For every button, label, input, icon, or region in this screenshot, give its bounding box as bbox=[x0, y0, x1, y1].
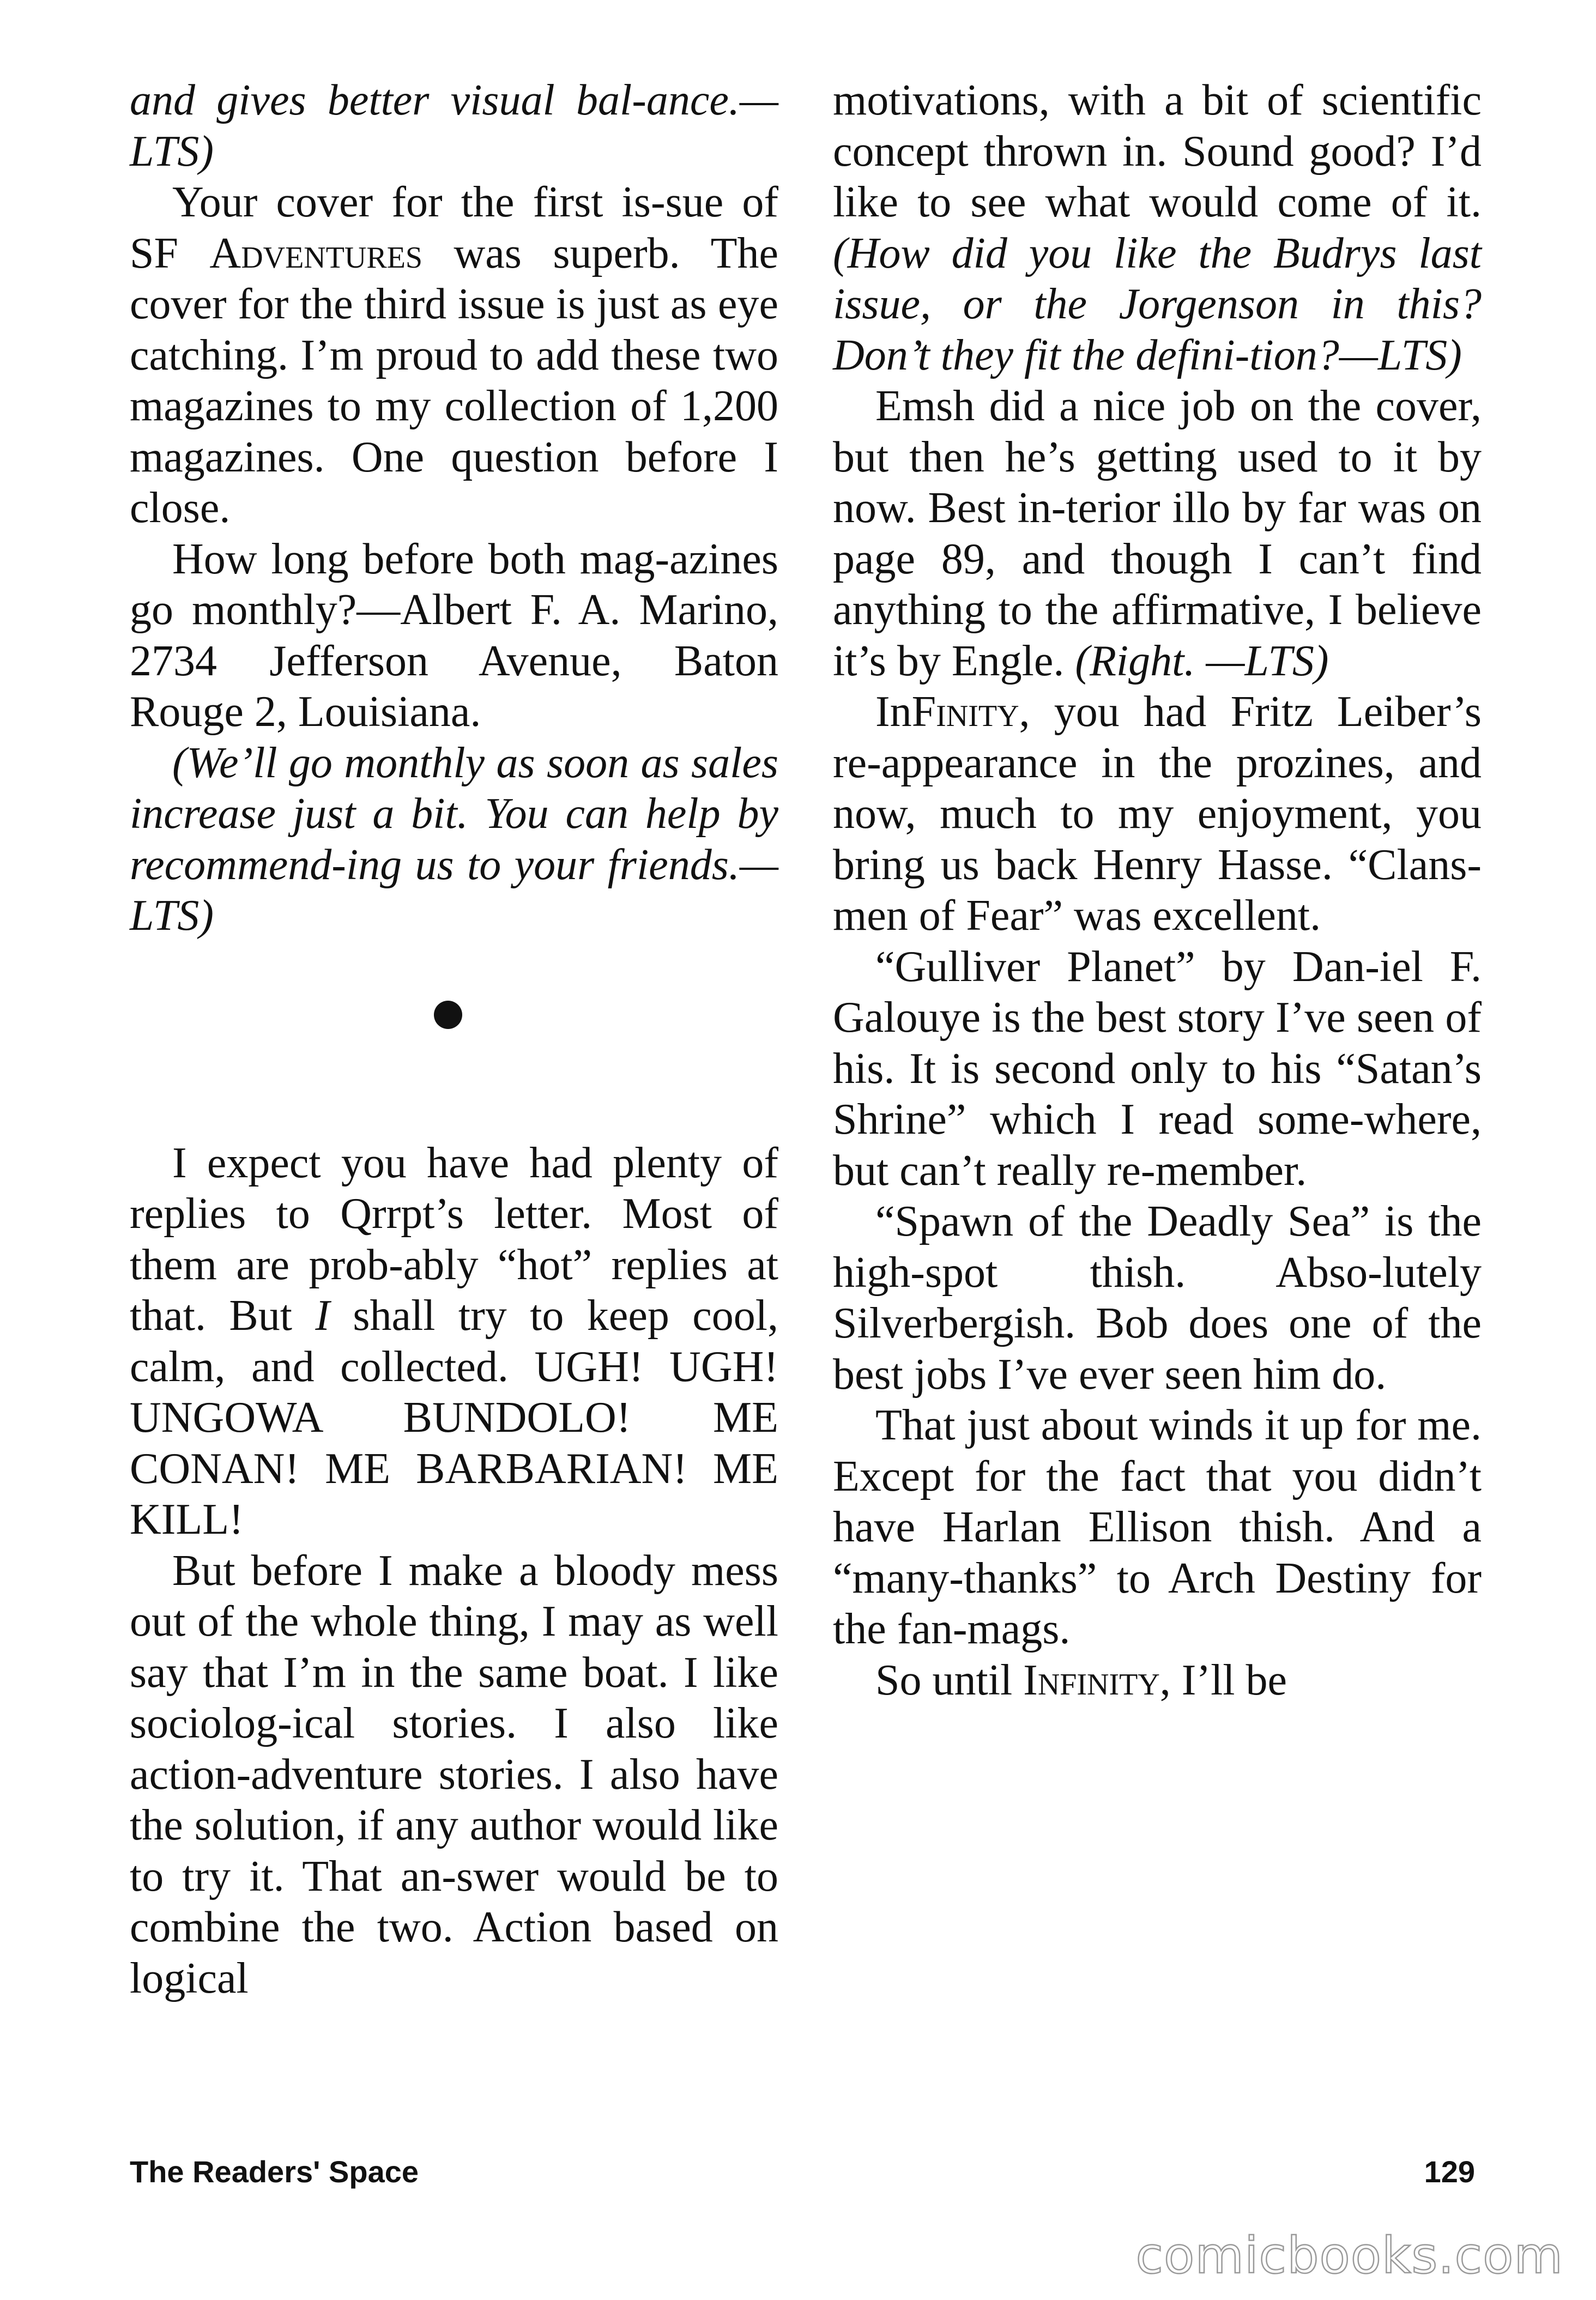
letter-paragraph bbox=[833, 942, 1482, 1197]
paragraph-text: , you had Fritz Leiber’s re-appearance in the prozines, and now, much to my enjoyment, you bring us back Henry Hasse. “Clans-men of Fear” was excellent. bbox=[833, 688, 1482, 940]
letter-paragraph bbox=[833, 381, 1482, 687]
magazine-name: Infinity bbox=[1023, 1656, 1160, 1704]
editor-reply: (Right. —LTS) bbox=[1075, 637, 1329, 685]
letter-paragraph bbox=[833, 1655, 1482, 1706]
paragraph-text: I expect you have had plenty of replies to Qrrpt’s letter. Most of them are prob-ably “hot” replies at that. But bbox=[130, 1139, 778, 1340]
letter-paragraph bbox=[130, 1546, 778, 2005]
paragraph-text: Your cover for the first is-sue of SF bbox=[130, 178, 778, 277]
left-column bbox=[130, 75, 778, 2004]
paragraph-text: motivations, with a bit of scientific concept thrown in. Sound good? I’d like to see what would come of it. bbox=[833, 76, 1482, 226]
paragraph-text: (We’ll go monthly as soon as sales increase just a bit. You can help by recommend-ing us to your friends.—LTS) bbox=[130, 739, 778, 940]
letter-paragraph bbox=[833, 1196, 1482, 1400]
paragraph-text: In bbox=[875, 688, 912, 736]
paragraph-text: “Spawn of the Deadly Sea” is the high-spot thish. Abso-lutely Silverbergish. Bob does one of the best jobs I’ve ever seen him do. bbox=[833, 1197, 1482, 1399]
paragraph-text: was superb. The cover for the third issue is just as eye catching. I’m proud to add these two magazines to my collection of 1,200 magazines. One question before I close. bbox=[130, 229, 779, 532]
letter-paragraph bbox=[130, 1138, 778, 1546]
right-column bbox=[833, 75, 1482, 1706]
paragraph-text: , I’ll be bbox=[1159, 1656, 1287, 1704]
emphasis-text: I bbox=[315, 1292, 330, 1340]
magazine-name: Adventures bbox=[209, 229, 423, 277]
paragraph-text: That just about winds it up for me. Except for the fact that you didn’t have Harlan Ellison thish. And a “many-thanks” to Arch Destiny for the fan-mags. bbox=[833, 1401, 1482, 1653]
paragraph-text: shall try to keep cool, calm, and collected. UGH! UGH! UNGOWA BUNDOLO! ME CONAN! ME BARBARIAN! ME KILL! bbox=[130, 1292, 779, 1544]
paragraph-text: and gives better visual bal-ance.—LTS) bbox=[130, 76, 778, 175]
letter-paragraph bbox=[833, 687, 1482, 942]
page-number: 129 bbox=[1424, 2154, 1475, 2189]
section-separator bbox=[130, 942, 778, 1138]
letter-paragraph bbox=[833, 1400, 1482, 1655]
editor-reply bbox=[130, 75, 778, 177]
editor-reply bbox=[130, 738, 778, 942]
watermark: comicbooks.com bbox=[1135, 2226, 1563, 2285]
bullet-icon bbox=[434, 1001, 462, 1029]
editor-reply: (How did you like the Budrys last issue, or the Jorgenson in this? Don’t they fit the defini-tion?—LTS) bbox=[833, 229, 1482, 379]
letter-paragraph bbox=[130, 534, 778, 738]
letter-paragraph bbox=[833, 75, 1482, 381]
paragraph-text: But before I make a bloody mess out of the whole thing, I may as well say that I’m in the same boat. I like sociolog-ical stories. I also like action-adventure stories. I also have the solution, if any author would like to try it. That an-swer would be to combine the two. Action based on logical bbox=[130, 1546, 778, 2002]
paragraph-text: Emsh did a nice job on the cover, but then he’s getting used to it by now. Best in-terior illo by far was on page 89, and though I can’t find anything to the affirmative, I believe it’s by Engle. bbox=[833, 382, 1482, 685]
letter-paragraph bbox=[130, 177, 778, 534]
paragraph-text: “Gulliver Planet” by Dan-iel F. Galouye is the best story I’ve seen of his. It is second only to his “Satan’s Shrine” which I read some-where, but can’t really re-member. bbox=[833, 942, 1482, 1195]
paragraph-text: How long before both mag-azines go monthly?—Albert F. A. Marino, 2734 Jefferson Avenue, Baton Rouge 2, Louisiana. bbox=[130, 535, 778, 736]
paragraph-text: So until bbox=[875, 1656, 1024, 1704]
magazine-name: Finity bbox=[911, 688, 1019, 736]
running-footer-title: The Readers' Space bbox=[130, 2154, 419, 2189]
